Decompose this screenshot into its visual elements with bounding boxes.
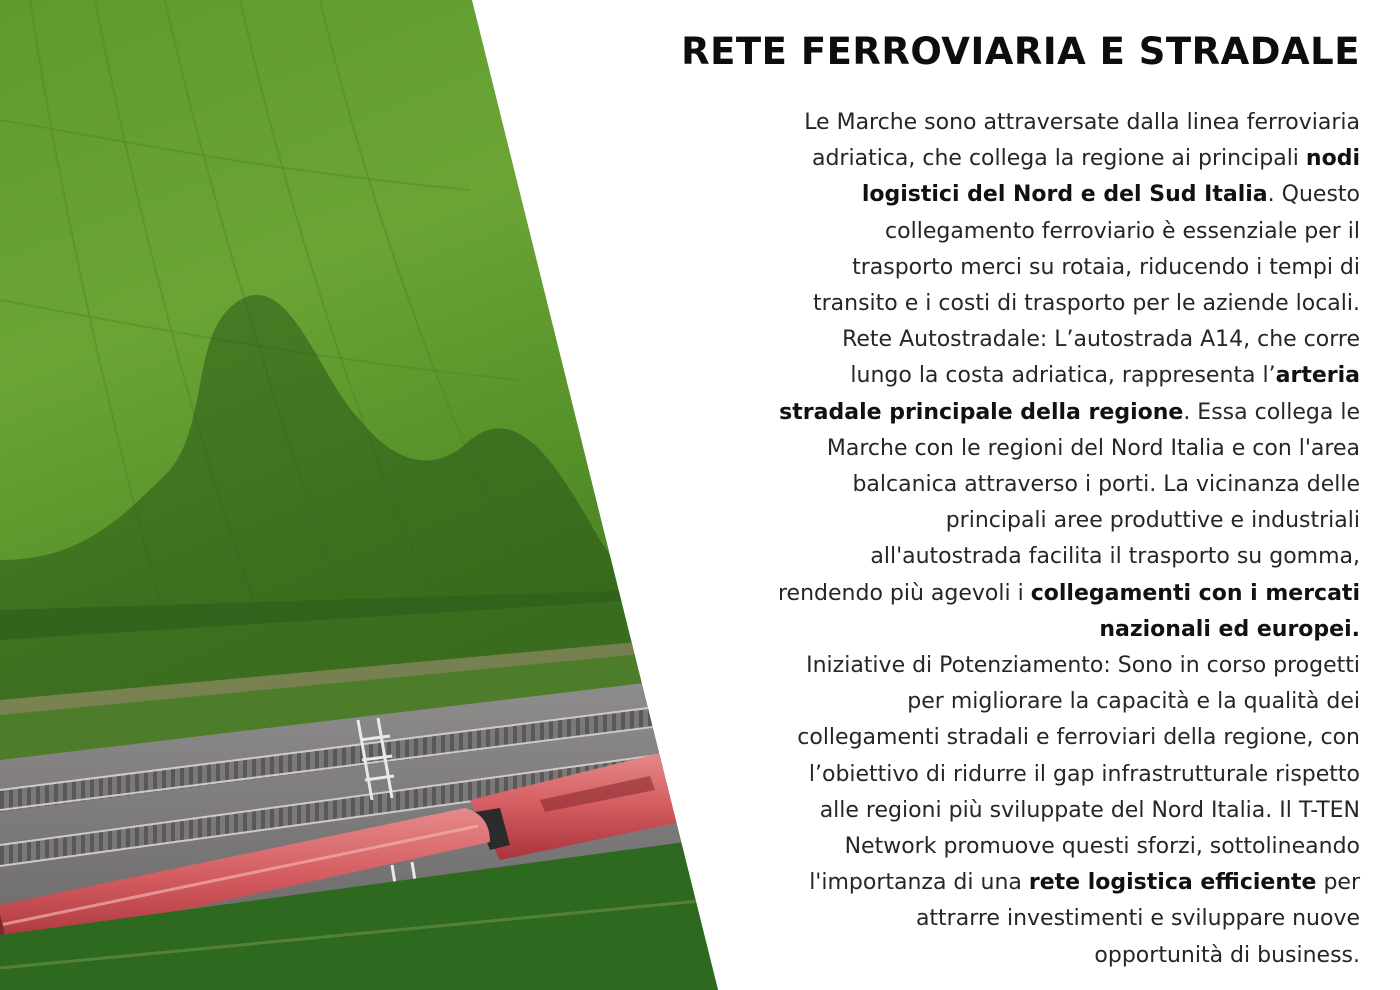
text-segment: alle regioni più sviluppate del Nord Italia. Il T-TEN [819, 797, 1360, 823]
text-line [640, 503, 1360, 539]
text-segment: Marche con le regioni del Nord Italia e con l'area [826, 435, 1360, 461]
text-line [640, 214, 1360, 250]
text-segment: collegamenti stradali e ferroviari della regione, con [797, 725, 1360, 751]
text-segment: lungo la costa adriatica, rappresenta l’ [850, 363, 1276, 389]
text-line [640, 105, 1360, 141]
text-segment: per migliorare la capacità e la qualità dei [907, 689, 1360, 715]
text-segment: transito e i costi di trasporto per le aziende locali. [812, 291, 1360, 317]
text-segment: per [1316, 870, 1360, 896]
text-line [640, 250, 1360, 286]
bold-text-segment: nazionali ed europei. [1099, 616, 1360, 642]
bold-text-segment: logistici del Nord e del Sud Italia [861, 182, 1268, 208]
page-title: RETE FERROVIARIA E STRADALE [681, 30, 1360, 73]
text-line [640, 648, 1360, 684]
text-segment: adriatica, che collega la regione ai principali [811, 146, 1306, 172]
text-segment: principali aree produttive e industriali [945, 508, 1360, 534]
text-line [640, 938, 1360, 974]
text-segment: trasporto merci su rotaia, riducendo i tempi di [852, 254, 1360, 280]
text-line [640, 141, 1360, 177]
text-line [640, 358, 1360, 394]
text-segment: balcanica attraverso i porti. La vicinanza delle [852, 472, 1360, 498]
text-line [640, 286, 1360, 322]
text-segment: Network promuove questi sforzi, sottolineando [844, 834, 1360, 860]
text-segment: . Questo [1267, 182, 1360, 208]
text-line [640, 720, 1360, 756]
text-segment: . Essa collega le [1183, 399, 1360, 425]
text-segment: attrarre investimenti e sviluppare nuove [915, 906, 1360, 932]
text-segment: all'autostrada facilita il trasporto su gomma, [870, 544, 1360, 570]
text-line [640, 901, 1360, 937]
text-line [640, 684, 1360, 720]
text-segment: opportunità di business. [1094, 942, 1360, 968]
text-line [640, 467, 1360, 503]
text-segment: collegamento ferroviario è essenziale per il [885, 218, 1360, 244]
text-line [640, 539, 1360, 575]
text-line [640, 576, 1360, 612]
text-segment: l’obiettivo di ridurre il gap infrastrutturale rispetto [808, 761, 1360, 787]
text-line [640, 829, 1360, 865]
text-line [640, 612, 1360, 648]
text-line [640, 322, 1360, 358]
bold-text-segment: stradale principale della regione [779, 399, 1184, 425]
body-paragraph [640, 105, 1360, 974]
text-line [640, 757, 1360, 793]
text-segment: Iniziative di Potenziamento: Sono in corso progetti [806, 653, 1360, 679]
text-segment: l'importanza di una [809, 870, 1029, 896]
text-segment: Rete Autostradale: L’autostrada A14, che corre [842, 327, 1360, 353]
text-segment: rendendo più agevoli i [778, 580, 1031, 606]
text-line [640, 395, 1360, 431]
text-line [640, 793, 1360, 829]
bold-text-segment: rete logistica efficiente [1028, 870, 1317, 896]
bold-text-segment: collegamenti con i mercati [1030, 580, 1360, 606]
text-line [640, 177, 1360, 213]
text-segment: Le Marche sono attraversate dalla linea ferroviaria [804, 110, 1360, 135]
bold-text-segment: nodi [1305, 146, 1360, 172]
bold-text-segment: arteria [1275, 363, 1360, 389]
text-line [640, 431, 1360, 467]
text-line [640, 865, 1360, 901]
